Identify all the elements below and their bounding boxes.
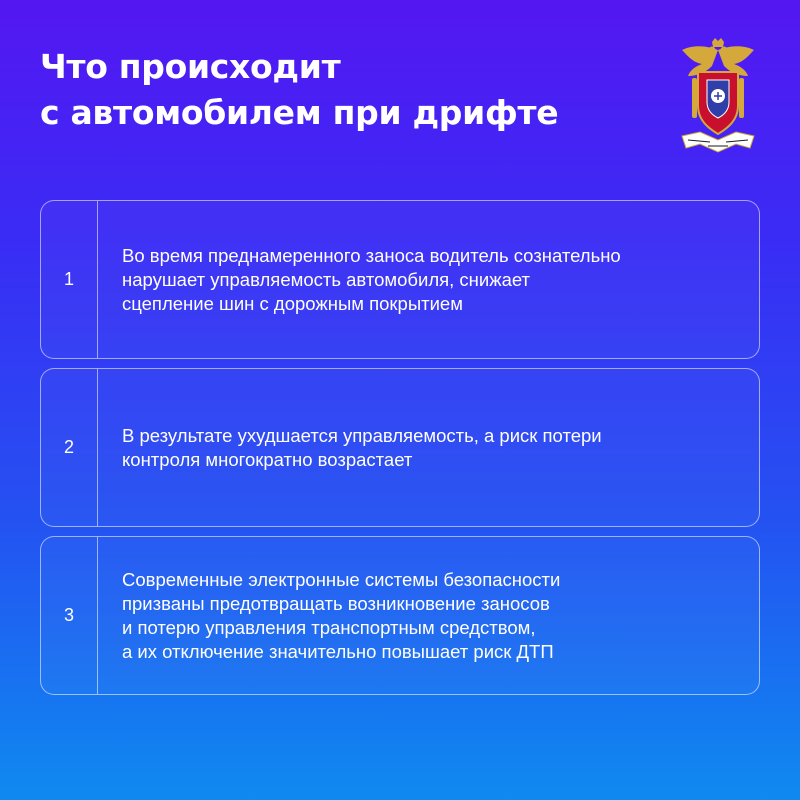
card-text-line: нарушает управляемость автомобиля, снижает bbox=[122, 268, 531, 290]
card-number: 3 bbox=[41, 537, 98, 694]
info-card-2 bbox=[40, 368, 760, 527]
card-text-line: и потерю управления транспортным средством, bbox=[122, 616, 536, 638]
card-number: 2 bbox=[41, 369, 98, 526]
page-title-line-1: Что происходит bbox=[40, 47, 341, 86]
card-text-line: Современные электронные системы безопасности bbox=[122, 568, 561, 590]
info-card-3 bbox=[40, 536, 760, 695]
card-text-line: а их отключение значительно повышает риск ДТП bbox=[122, 640, 554, 662]
card-text bbox=[98, 369, 759, 526]
card-text-line: Во время преднамеренного заноса водитель сознательно bbox=[122, 244, 621, 266]
card-text-line: призваны предотвращать возникновение заносов bbox=[122, 592, 550, 614]
police-emblem-icon bbox=[680, 36, 756, 154]
card-text-line: контроля многократно возрастает bbox=[122, 448, 413, 470]
card-text-line: сцепление шин с дорожным покрытием bbox=[122, 292, 463, 314]
page-title bbox=[40, 44, 558, 136]
card-text bbox=[98, 201, 759, 358]
page-title-line-2: с автомобилем при дрифте bbox=[40, 93, 559, 132]
card-number: 1 bbox=[41, 201, 98, 358]
info-card-1 bbox=[40, 200, 760, 359]
card-text bbox=[98, 537, 759, 694]
card-text-line: В результате ухудшается управляемость, а риск потери bbox=[122, 424, 602, 446]
